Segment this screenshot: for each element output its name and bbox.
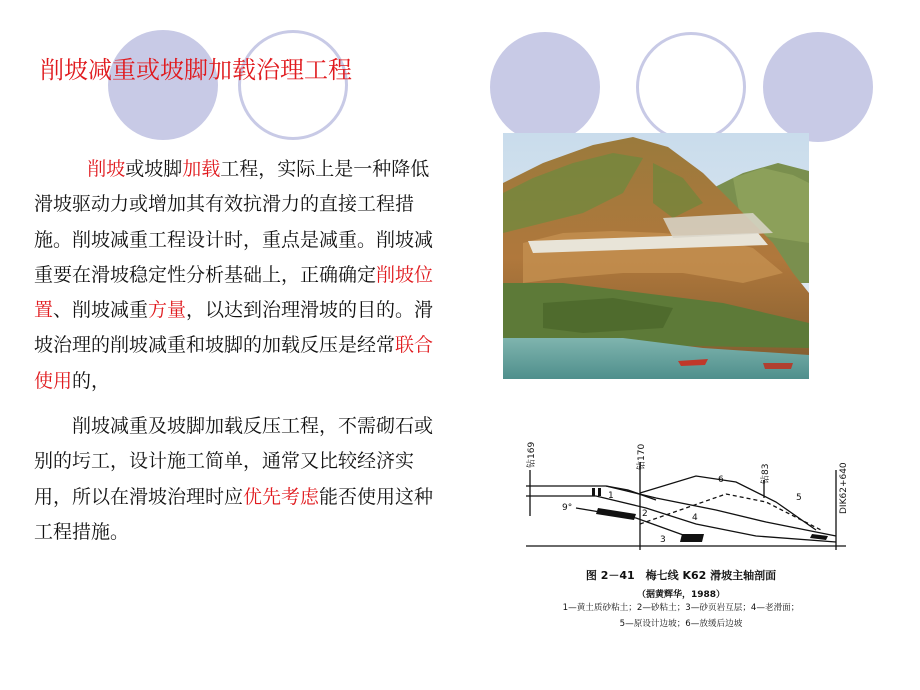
decor-circle-filled: [763, 32, 873, 142]
text-run: 、削坡减重: [53, 299, 149, 322]
layer-number: 4: [692, 513, 698, 523]
text-run: 工程，实际上是一种降低滑坡驱动力或增加其有效抗滑力的直接工程措施。削坡减重工程设计时，重点是减重。削坡减重要在滑坡稳定性分析基础上，正确确定: [34, 158, 434, 286]
paragraph-2: [34, 409, 434, 550]
borehole-label: 钻83: [761, 463, 771, 484]
landslide-photo: [503, 133, 809, 379]
text-run: 的，: [72, 369, 111, 392]
layer-number: 1: [608, 491, 614, 501]
chainage-label: DIK62+640: [839, 462, 849, 514]
decor-circle-ring: [238, 30, 348, 140]
text-run: 或坡脚: [125, 158, 183, 180]
figure-source: （据黄辉华，1988）: [636, 590, 726, 600]
figure-legend: 5—原设计边坡；6—放缓后边坡: [619, 619, 743, 629]
borehole-label: 钻170: [637, 443, 647, 470]
layer-number: 6: [718, 475, 724, 485]
cross-section-figure: [516, 438, 849, 634]
text-run: 削坡减重及坡脚加载反压工程，不需砌石或别的圬工，设计施工简单，通常又比较经济实用，所以在滑坡治理时应: [34, 415, 434, 508]
highlight-term: 联合使用: [34, 334, 434, 392]
decor-circle-ring: [636, 32, 746, 142]
highlight-term: 削坡: [87, 158, 126, 180]
figure-caption: 图 2－41 梅七线 K62 滑坡主轴剖面: [585, 569, 777, 582]
highlight-term: 方量: [148, 299, 187, 322]
decor-circle-filled: [108, 30, 218, 140]
layer-number: 3: [660, 535, 666, 545]
cross-section-diagram: [516, 438, 849, 563]
highlight-term: 削坡位置: [34, 263, 434, 322]
figure-legend: 1—黄土质砂粘土；2—砂粘土；3—砂页岩互层；4—老滑面；: [562, 603, 800, 613]
text-run: 能否使用这种工程措施。: [34, 485, 434, 543]
slope-angle: 9°: [562, 503, 573, 513]
paragraph-1: [34, 152, 434, 399]
highlight-term: 加载: [182, 158, 221, 180]
layer-number: 2: [642, 509, 648, 519]
borehole-label: 钻169: [527, 441, 537, 468]
highlight-term: 优先考虑: [243, 485, 320, 508]
text-run: ，以达到治理滑坡的目的。滑坡治理的削坡减重和坡脚的加载反压是经常: [34, 299, 434, 357]
slide-title: 削坡减重或坡脚加载治理工程: [40, 56, 352, 84]
body-text: [34, 152, 434, 550]
layer-number: 5: [796, 493, 802, 503]
decor-circle-filled: [490, 32, 600, 142]
